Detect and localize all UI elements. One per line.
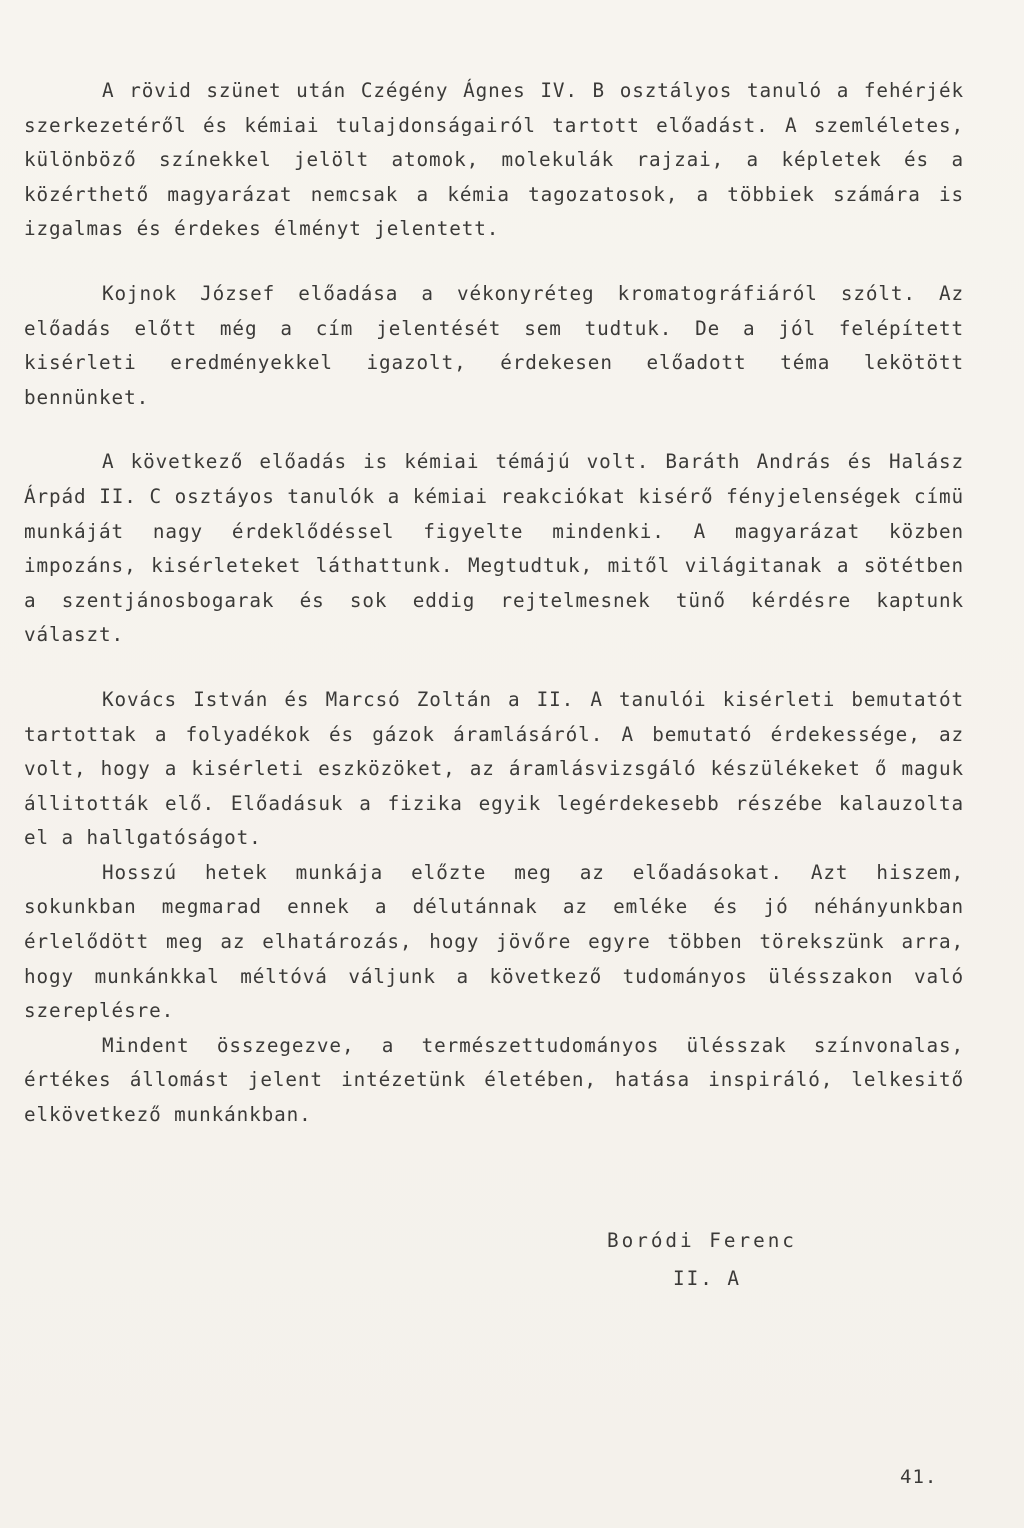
page-number: 41.	[900, 1466, 938, 1488]
paragraph-4: Kovács István és Marcsó Zoltán a II. A tanulói kisérleti bemutatót tartottak a folyadékok és gázok áramlásáról. A bemutató érdekessége, az volt, hogy a kisérleti eszközöket, az áramlásvizsgáló készülékeket ő maguk állitották elő. Előadásuk a fizika egyik legérdekesebb részébe kalauzolta el a hallgatóságot.	[24, 687, 964, 850]
paragraph-5: Hosszú hetek munkája előzte meg az előadásokat. Azt hiszem, sokunkban megmarad ennek a délutánnak az emléke és jó néhányunkban érlelődött meg az elhatározás, hogy jövőre egyre többen törekszünk arra, hogy munkánkkal méltóvá váljunk a következő tudományos ülésszakon való szereplésre.	[24, 860, 964, 1023]
author-name: Boródi Ferenc	[607, 1229, 797, 1252]
author-class: II. A	[673, 1267, 742, 1290]
paragraph-1: A rövid szünet után Czégény Ágnes IV. B osztályos tanuló a fehérjék szerkezetéről és kémiai tulajdonságairól tartott előadást. A szemléletes, különböző színekkel jelölt atomok, molekulák rajzai, a képletek és a közérthető magyarázat nemcsak a kémia tagozatosok, a többiek számára is izgalmas és érdekes élményt jelentett.	[24, 79, 964, 241]
paragraph-3: A következő előadás is kémiai témájú volt. Baráth András és Halász Árpád II. C osztáyos tanulók a kémiai reakciókat kisérő fényjelenségek címü munkáját nagy érdeklődéssel figyelte mindenki. A magyarázat közben impozáns, kisérleteket láthattunk. Megtudtuk, mitől világitanak a sötétben a szentjánosbogarak és sok eddig rejtelmesnek tünő kérdésre kaptunk választ.	[24, 450, 964, 647]
body-text	[24, 74, 964, 1133]
paragraph-2: Kojnok József előadása a vékonyréteg kromatográfiáról szólt. Az előadás előtt még a cím jelentését sem tudtuk. De a jól felépített kisérleti eredményekkel igazolt, érdekesen előadott téma lekötött bennünket.	[24, 281, 964, 409]
paragraph-6: Mindent összegezve, a természettudományos ülésszak színvonalas, értékes állomást jelent intézetünk életében, hatása inspiráló, lelkesitő elkövetkező munkánkban.	[24, 1033, 964, 1127]
signature-block	[607, 1224, 797, 1296]
